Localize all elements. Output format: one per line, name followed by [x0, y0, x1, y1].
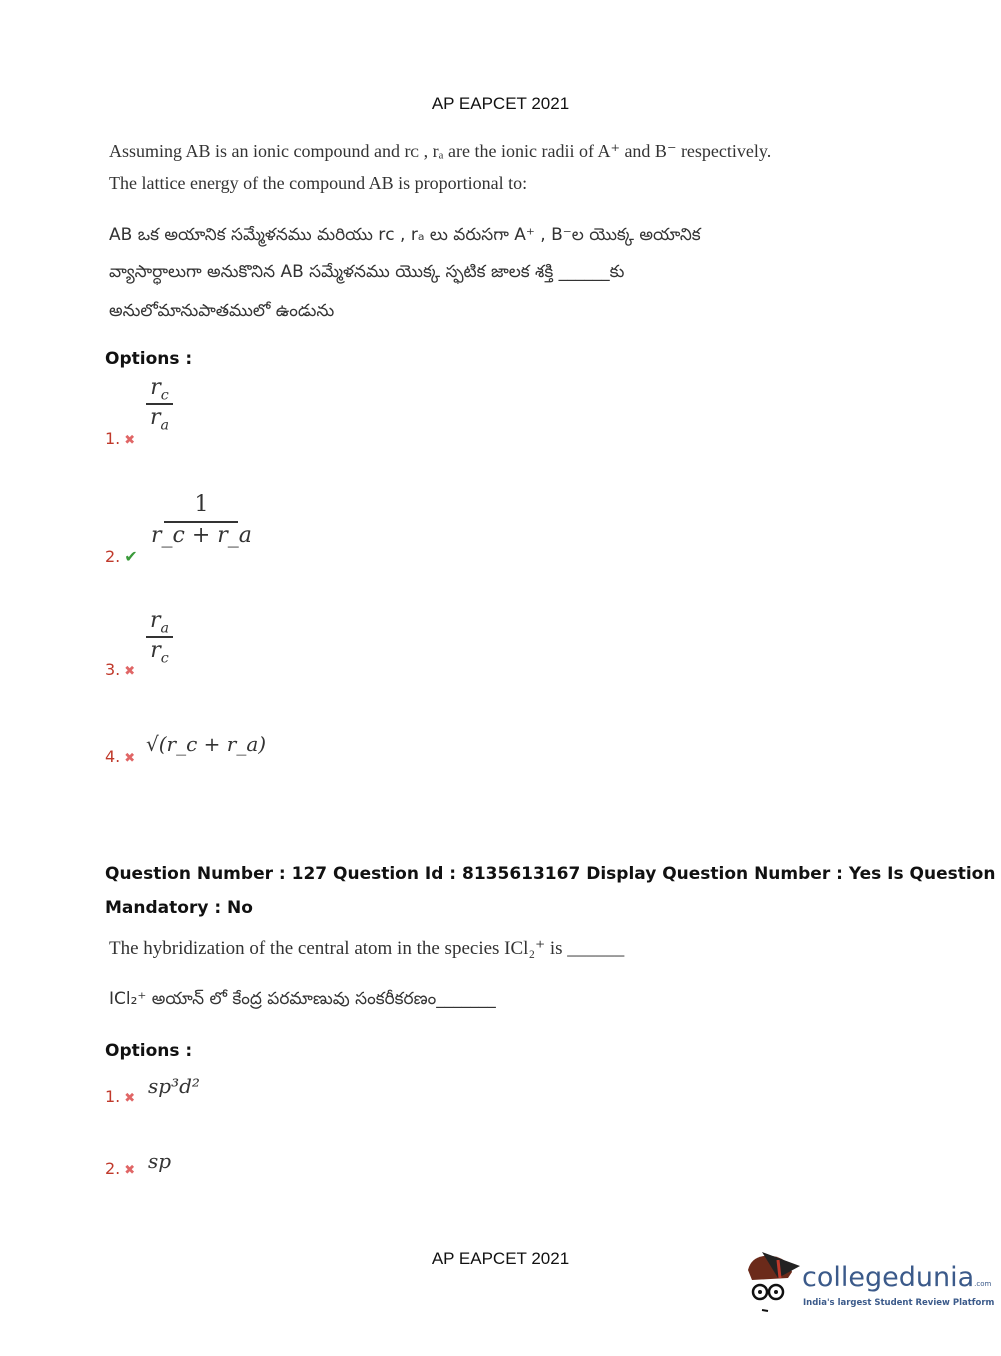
wrong-icon: ✖ [124, 1163, 136, 1178]
mascot-icon [742, 1248, 802, 1312]
correct-icon: ✔ [124, 547, 138, 566]
q1-option-4: 4. ✖ [105, 747, 136, 766]
q1-option-1-expr: $\frac{r_c}{r_a}$ [146, 375, 173, 434]
q1-option-2-expr: $\frac{1}{r\_c + r\_a}$ [147, 492, 256, 548]
logo-tagline: India's largest Student Review Platform [803, 1298, 995, 1308]
q1-text-te-2: వ్యాసార్ధాలుగా అనుకొనిన AB సమ్మేళనము యొక్క స్ఫటిక జాలక శక్తి ______కు [109, 262, 625, 282]
q1-text-en-1: Assuming AB is an ionic compound and rᴄ , rₐ are the ionic radii of A⁺ and B⁻ respectively. [109, 141, 772, 161]
q2-meta-2: Mandatory : No [105, 898, 253, 918]
q1-text-te-1: AB ఒక అయానిక సమ్మేళనము మరియు rᴄ , rₐ లు వరుసగా A⁺ , B⁻ల యొక్క అయానిక [109, 225, 701, 245]
wrong-icon: ✖ [124, 664, 136, 679]
q1-option-4-expr: √(r_c + r_a) [146, 732, 267, 756]
page-header: AP EAPCET 2021 [431, 94, 570, 113]
q2-options-label: Options : [105, 1041, 193, 1061]
q1-options-label: Options : [105, 349, 193, 369]
q1-text-te-3: అనులోమానుపాతములో ఉండును [109, 301, 335, 321]
wrong-icon: ✖ [124, 1091, 136, 1106]
q2-option-2: 2. ✖ [105, 1159, 136, 1178]
q1-text-en-2: The lattice energy of the compound AB is proportional to: [109, 173, 528, 193]
q1-option-2-denominator: r_c + r_a [151, 523, 252, 548]
q1-option-1: 1. ✖ [105, 429, 136, 448]
wrong-icon: ✖ [124, 751, 136, 766]
collegedunia-logo [742, 1248, 995, 1318]
q2-option-2-expr: sp [148, 1149, 172, 1173]
q2-option-1: 1. ✖ [105, 1087, 136, 1106]
q1-option-3: 3. ✖ [105, 660, 136, 679]
page-footer: AP EAPCET 2021 [431, 1249, 570, 1268]
q1-option-2: 2. ✔ [105, 547, 138, 566]
q2-meta-1: Question Number : 127 Question Id : 8135613167 Display Question Number : Yes Is Question [105, 864, 996, 884]
q2-text-en: The hybridization of the central atom in the species ICl₂⁺ is ______ [109, 938, 625, 959]
wrong-icon: ✖ [124, 433, 136, 448]
logo-name: collegedunia.com [802, 1262, 992, 1293]
q2-option-1-expr: sp³d² [148, 1074, 200, 1098]
q2-text-te: ICl₂⁺ అయాన్ లో కేంద్ర పరమాణువు సంకరీకరణం_______ [109, 989, 496, 1009]
q1-option-3-expr: $\frac{r_a}{r_c}$ [146, 608, 173, 667]
